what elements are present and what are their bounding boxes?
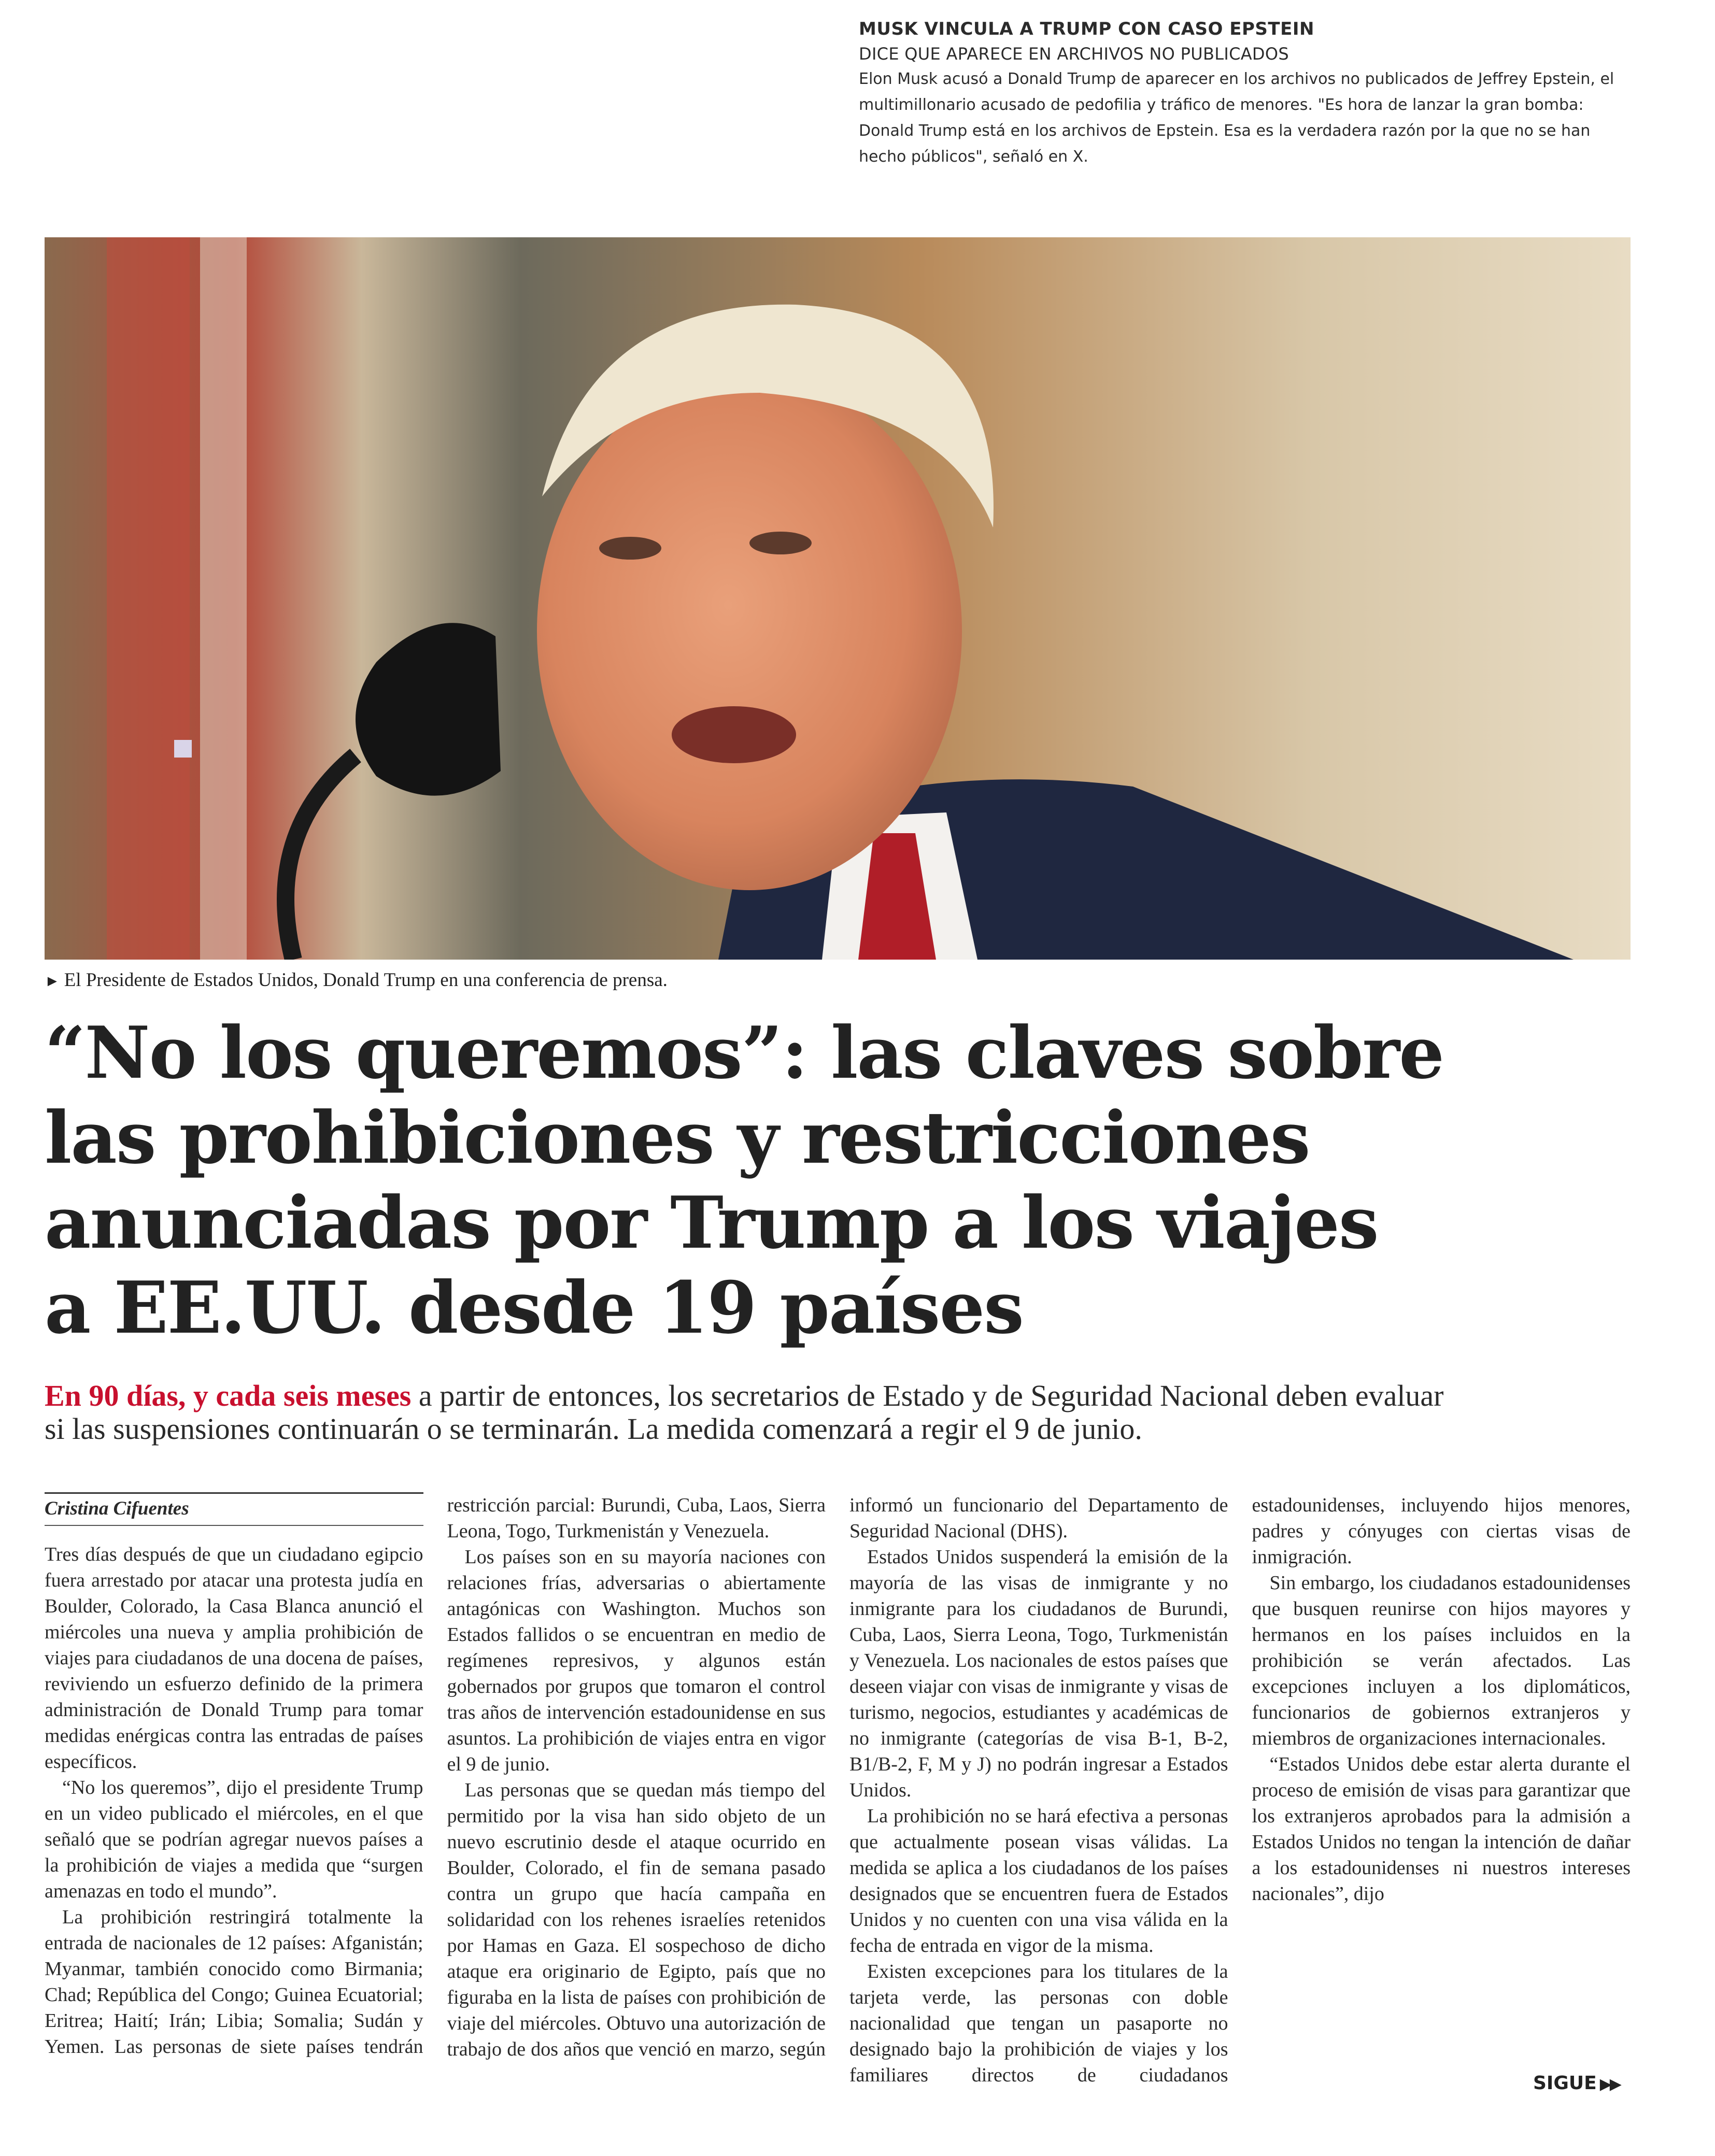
article-headline: “No los queremos”: las claves sobre las prohibiciones y restricciones anunciadas por Trump a los viajes a EE.UU. desde 19 países	[45, 1010, 1443, 1350]
sidebar-body: Elon Musk acusó a Donald Trump de aparecer en los archivos no publicados de Jeffrey Epstein, el multimillonario acusado de pedofilia y tráfico de menores. "Es hora de lanzar la gran bomba: Donald Trump está en los archivos de Epstein. Esa es la verdadera razón por la que no se han hecho públicos", señaló en X.	[859, 70, 1614, 166]
body-paragraph: Las personas que se quedan más tiempo del permitido por la visa han sido objeto de un nuevo escrutinio desde el ataque ocurrido en Boulder, Colorado, el fin de semana pasado contra un grupo que hacía campaña en solidaridad con los rehenes israelíes retenidos por Hamas en Gaza. El sospechoso de dicho ataque era originario de Egipto, país que no figuraba en la lista de países con prohibición de viaje del miércoles. Obtuvo una autorización de trabajo de dos años que venció en marzo, según informó un funcionario del Departamento de Seguridad Nacional (DHS).	[447, 1494, 1228, 2060]
caption-marker-icon: ►	[45, 973, 60, 990]
continue-marker	[1533, 2073, 1620, 2094]
article-body	[45, 1492, 1631, 2104]
body-paragraph: “No los queremos”, dijo el presidente Trump en un video publicado el miércoles, en el que señaló que se podrían agregar nuevos países a la prohibición de viajes a medida que “surgen amenazas en todo el mundo”.	[45, 1777, 423, 1902]
press-conference-photo	[45, 237, 1631, 960]
body-paragraph: “Estados Unidos debe estar alerta durante el proceso de emisión de visas para garantizar que los extranjeros aprobados para la admisión a Estados Unidos no tengan la intención de dañar a los estadounidenses ni nuestros intereses nacionales”, dijo	[1252, 1753, 1631, 1905]
body-paragraph: Tres días después de que un ciudadano egipcio fuera arrestado por atacar una protesta judía en Boulder, Colorado, la Casa Blanca anunció el miércoles una nueva y amplia prohibición de viajes para ciudadanos de una docena de países, reviviendo un esfuerzo definido de la primera administración de Donald Trump para tomar medidas enérgicas contra las entradas de países específicos.	[45, 1544, 423, 1773]
photo-caption	[45, 967, 1599, 995]
continue-arrow-icon: ▶▶	[1599, 2075, 1620, 2093]
photo-illustration	[45, 237, 1631, 960]
deck-highlight: En 90 días, y cada seis meses	[45, 1379, 412, 1412]
sidebar-kicker: MUSK VINCULA A TRUMP CON CASO EPSTEIN	[859, 19, 1314, 39]
body-paragraph: La prohibición restringirá totalmente la entrada de nacionales de 12 países: Afganistán; Myanmar, también conocido como Birmania; Chad; República del Congo; Guinea Ecuatorial; Eritrea; Haití; Irán; Libia; Somalia; Sudán y Yemen. Las personas de siete países tendrán restricción parcial: Burundi, Cuba, Laos, Sierra Leona, Togo, Turkmenistán y Venezuela.	[45, 1494, 826, 2058]
article-deck	[45, 1379, 1444, 1446]
body-paragraph: La prohibición no se hará efectiva a personas que actualmente posean visas válidas. La medida se aplica a los ciudadanos de los países designados que se encuentren fuera de Estados Unidos y no cuenten con una visa válida en la fecha de entrada en vigor de la misma.	[849, 1805, 1228, 1957]
sidebar-subhead: DICE QUE APARECE EN ARCHIVOS NO PUBLICADOS	[859, 44, 1289, 64]
body-paragraph: Existen excepciones para los titulares de la tarjeta verde, las personas con doble nacionalidad que tengan un pasaporte no designado bajo la prohibición de viajes y los familiares directos de ciudadanos estadounidenses, incluyendo hijos menores, padres y cónyuges con ciertas visas de inmigración.	[849, 1494, 1631, 2086]
caption-text: El Presidente de Estados Unidos, Donald Trump en una conferencia de prensa.	[64, 969, 668, 991]
byline: Cristina Cifuentes	[45, 1492, 423, 1526]
body-paragraph: Los países son en su mayoría naciones con relaciones frías, adversarias o abiertamente antagónicas con Washington. Muchos son Estados fallidos o se encuentran en medio de regímenes represivos, y algunos están gobernados por grupos que tomaron el control tras años de intervención estadounidense en sus asuntos. La prohibición de viajes entra en vigor el 9 de junio.	[447, 1546, 826, 1775]
body-paragraph: Estados Unidos suspenderá la emisión de la mayoría de las visas de inmigrante y no inmigrante para los ciudadanos de Burundi, Cuba, Laos, Sierra Leona, Togo, Turkmenistán y Venezuela. Los nacionales de estos países que deseen viajar con visas de inmigrante y visas de turismo, negocios, estudiantes y académicas de no inmigrante (categorías de visa B-1, B-2, B1/B-2, F, M y J) no podrán ingresar a Estados Unidos.	[849, 1546, 1228, 1801]
deck-text: a partir de entonces, los secretarios de Estado y de Seguridad Nacional deben evaluar si las suspensiones continuarán o se terminarán. La medida comenzará a regir el 9 de junio.	[45, 1379, 1444, 1446]
body-paragraph: Sin embargo, los ciudadanos estadounidenses que busquen reunirse con hijos mayores y hermanos en los países incluidos en la prohibición se verán afectados. Las excepciones incluyen a los diplomáticos, funcionarios de gobiernos extranjeros y miembros de organizaciones internacionales.	[1252, 1572, 1631, 1749]
continue-label: SIGUE	[1533, 2073, 1597, 2094]
sidebar-brief	[859, 17, 1636, 170]
